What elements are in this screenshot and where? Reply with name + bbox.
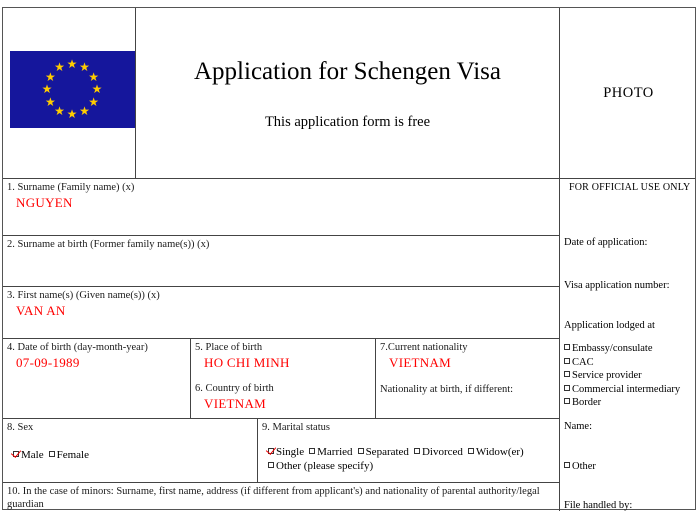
option-label: Other (please specify) bbox=[276, 460, 374, 472]
flag-star-icon: ★ bbox=[88, 69, 100, 84]
official-other-option[interactable] bbox=[564, 460, 596, 473]
lodged-option-border[interactable] bbox=[564, 396, 680, 410]
option-label: Embassy/consulate bbox=[572, 343, 653, 354]
checkbox-icon[interactable] bbox=[468, 448, 474, 454]
field-marital-status[interactable] bbox=[258, 419, 560, 483]
field-first-names-label: 3. First name(s) (Given name(s)) (x) bbox=[7, 290, 160, 301]
marital-option-group-row2[interactable] bbox=[268, 459, 378, 473]
marital-option-separated[interactable] bbox=[358, 446, 409, 458]
lodged-option-cac[interactable] bbox=[564, 356, 680, 370]
field-current-nationality-label: 7.Current nationality bbox=[380, 342, 468, 353]
field-sex[interactable] bbox=[3, 419, 258, 483]
flag-star-icon: ★ bbox=[54, 103, 65, 118]
flag-star-icon: ★ bbox=[66, 107, 78, 121]
photo-label: PHOTO bbox=[603, 85, 654, 101]
marital-option-widow-er[interactable] bbox=[468, 446, 524, 458]
european-union-flag-icon bbox=[10, 51, 135, 128]
field-place-of-birth[interactable] bbox=[191, 339, 376, 380]
marital-option-divorced[interactable] bbox=[414, 446, 463, 458]
flag-star-icon: ★ bbox=[54, 60, 65, 75]
option-label: Commercial intermediary bbox=[572, 383, 681, 395]
field-current-nationality-value[interactable]: VIETNAM bbox=[389, 355, 452, 370]
checkbox-icon[interactable] bbox=[564, 398, 570, 404]
sex-option-group[interactable] bbox=[13, 448, 94, 462]
field-date-of-birth[interactable] bbox=[3, 339, 191, 419]
official-name-label: Name: bbox=[564, 421, 592, 432]
flag-star-icon: ★ bbox=[79, 60, 90, 75]
field-date-of-birth-label: 4. Date of birth (day-month-year) bbox=[7, 342, 148, 353]
flag-star-icon: ★ bbox=[44, 94, 56, 109]
official-date-of-application-label: Date of application: bbox=[564, 237, 648, 248]
marital-option-group-row1[interactable] bbox=[268, 445, 529, 459]
official-use-column bbox=[560, 179, 697, 511]
checkbox-icon[interactable] bbox=[268, 462, 274, 468]
field-minors[interactable] bbox=[3, 483, 560, 511]
field-surname-value[interactable]: NGUYEN bbox=[16, 195, 73, 210]
option-label: Border bbox=[572, 397, 602, 408]
option-label: Female bbox=[56, 449, 89, 461]
option-label: Single bbox=[276, 446, 305, 458]
checkbox-icon[interactable] bbox=[564, 371, 570, 377]
flag-star-icon: ★ bbox=[44, 69, 56, 84]
option-label: Divorced bbox=[421, 446, 463, 458]
marital-option-other-please-specify[interactable] bbox=[268, 460, 373, 472]
form-header bbox=[3, 8, 695, 179]
checkbox-icon[interactable] bbox=[49, 451, 55, 457]
marital-option-married[interactable] bbox=[309, 446, 352, 458]
field-country-of-birth-value[interactable]: VIETNAM bbox=[204, 396, 267, 411]
page-title: Application for Schengen Visa bbox=[194, 57, 501, 85]
checkbox-icon[interactable] bbox=[564, 385, 570, 391]
flag-star-icon: ★ bbox=[41, 82, 53, 96]
checkbox-icon[interactable] bbox=[564, 344, 570, 350]
checkbox-checked-icon[interactable] bbox=[268, 448, 274, 454]
field-place-of-birth-value[interactable]: HO CHI MINH bbox=[204, 355, 290, 370]
sex-option-female[interactable] bbox=[49, 449, 89, 461]
sex-option-male[interactable] bbox=[13, 449, 44, 461]
title-cell bbox=[136, 8, 560, 179]
checkbox-icon[interactable] bbox=[414, 448, 420, 454]
marital-option-single[interactable] bbox=[268, 446, 304, 458]
field-date-of-birth-value[interactable]: 07-09-1989 bbox=[16, 355, 80, 370]
checkbox-icon[interactable] bbox=[358, 448, 364, 454]
option-label: Widow(er) bbox=[475, 446, 524, 458]
option-label: Other bbox=[572, 461, 596, 472]
field-sex-label: 8. Sex bbox=[7, 422, 34, 433]
option-label: Separated bbox=[365, 446, 409, 458]
flag-cell bbox=[3, 8, 136, 179]
field-marital-status-label: 9. Marital status bbox=[262, 422, 330, 433]
option-label: Service provider bbox=[572, 370, 642, 381]
field-nationality-at-birth-label: Nationality at birth, if different: bbox=[380, 384, 514, 395]
field-country-of-birth[interactable] bbox=[191, 380, 376, 419]
official-use-title: FOR OFFICIAL USE ONLY bbox=[569, 182, 691, 193]
official-lodged-options[interactable] bbox=[564, 342, 680, 410]
field-country-of-birth-label: 6. Country of birth bbox=[195, 383, 274, 394]
lodged-option-service-provider[interactable] bbox=[564, 369, 680, 383]
field-first-names-value[interactable]: VAN AN bbox=[16, 303, 66, 318]
option-label: Married bbox=[317, 446, 353, 458]
field-place-of-birth-label: 5. Place of birth bbox=[195, 342, 263, 353]
checkbox-icon[interactable] bbox=[564, 462, 570, 468]
option-label: Male bbox=[21, 449, 44, 461]
flag-star-icon: ★ bbox=[88, 94, 100, 109]
flag-star-icon: ★ bbox=[66, 57, 78, 71]
form-subtitle: This application form is free bbox=[264, 113, 431, 130]
official-visa-application-number-label: Visa application number: bbox=[564, 280, 670, 291]
checkbox-icon[interactable] bbox=[564, 358, 570, 364]
schengen-visa-form bbox=[2, 7, 696, 510]
official-file-handled-by-label: File handled by: bbox=[564, 500, 633, 511]
checkbox-icon[interactable] bbox=[309, 448, 315, 454]
lodged-option-commercial-intermediary[interactable] bbox=[564, 383, 680, 397]
checkbox-checked-icon[interactable] bbox=[13, 451, 19, 457]
lodged-option-embassy-consulate[interactable] bbox=[564, 342, 680, 356]
option-label: CAC bbox=[572, 356, 594, 368]
field-surname[interactable] bbox=[3, 179, 560, 236]
flag-star-icon: ★ bbox=[91, 82, 103, 96]
flag-star-icon: ★ bbox=[79, 103, 90, 118]
field-current-nationality[interactable] bbox=[376, 339, 560, 419]
field-first-names[interactable] bbox=[3, 287, 560, 339]
field-minors-label: 10. In the case of minors: Surname, first name, address (if different from applicant's) and nationality of parental authority/legal guardian bbox=[7, 486, 540, 510]
field-surname-at-birth-label: 2. Surname at birth (Former family name(s)) (x) bbox=[7, 239, 210, 250]
field-surname-at-birth[interactable] bbox=[3, 236, 560, 287]
photo-placeholder bbox=[560, 8, 695, 179]
field-surname-label: 1. Surname (Family name) (x) bbox=[7, 182, 135, 193]
official-application-lodged-at-label: Application lodged at bbox=[564, 320, 655, 331]
